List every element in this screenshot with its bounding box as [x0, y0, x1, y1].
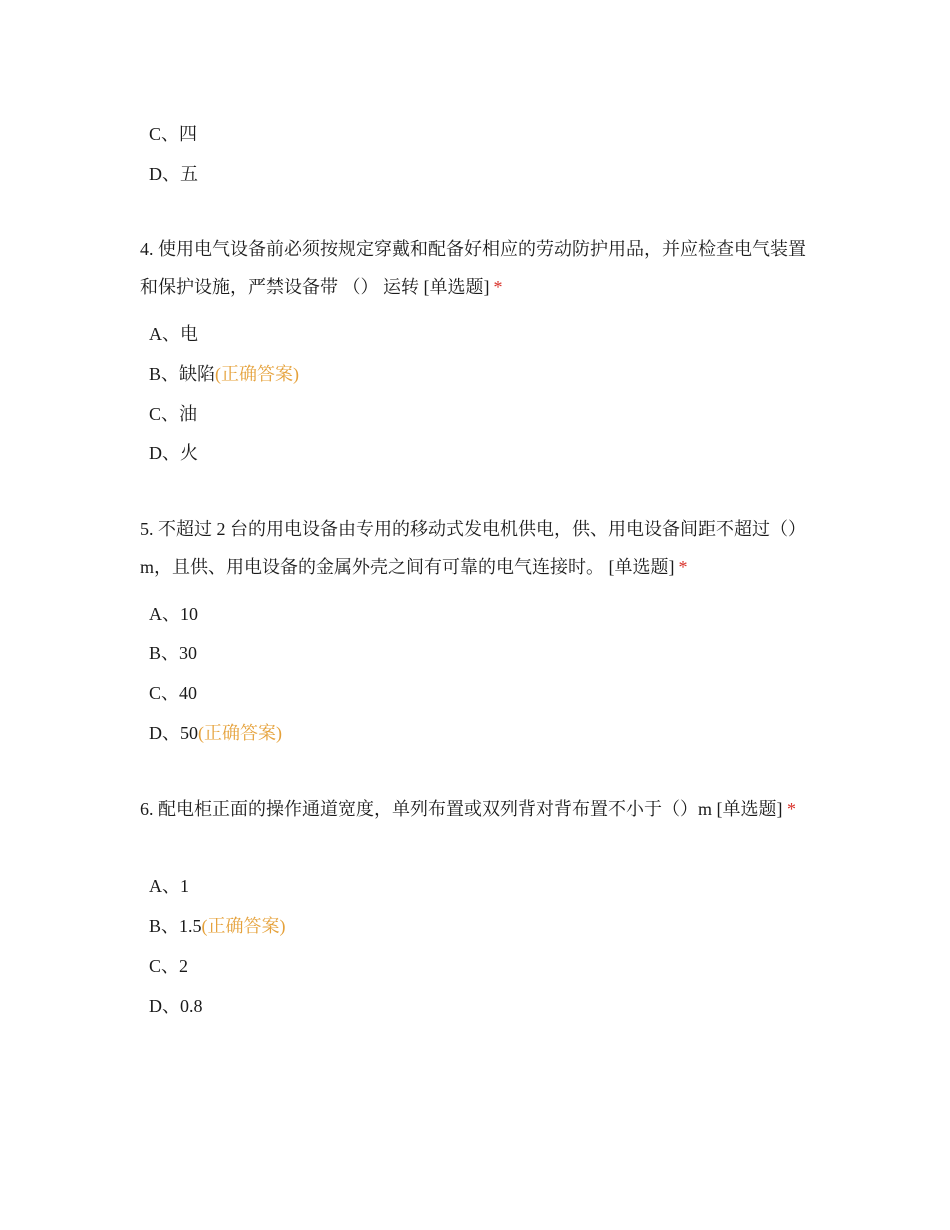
option-text: 火	[180, 443, 198, 463]
option-text: 1	[180, 876, 189, 896]
option-c	[149, 954, 188, 978]
option-text: 电	[180, 324, 198, 344]
option-b	[149, 914, 286, 938]
question-text: 使用电气设备前必须按规定穿戴和配备好相应的劳动防护用品，并应检查电气装置和保护设施，严禁设备带 （） 运转	[140, 239, 806, 297]
question-5	[140, 510, 820, 586]
question-number: 5.	[140, 519, 154, 539]
option-a	[149, 602, 198, 626]
option-text: 2	[179, 956, 189, 976]
option-text: 1.5	[179, 916, 202, 936]
option-a	[149, 322, 198, 346]
option-letter: B、	[149, 364, 180, 384]
option-letter: C、	[149, 124, 180, 144]
option-c	[149, 681, 197, 705]
option-letter: C、	[149, 956, 180, 976]
option-letter: D、	[149, 996, 180, 1016]
option-text: 油	[179, 404, 198, 424]
option-c-prev	[149, 122, 197, 146]
option-d-prev	[149, 162, 198, 186]
question-text: 不超过 2 台的用电设备由专用的移动式发电机供电，供、用电设备间距不超过（）m，且供、用电设备的金属外壳之间有可靠的电气连接时。	[140, 519, 806, 577]
option-text: 30	[179, 643, 198, 663]
option-b	[149, 641, 197, 665]
option-letter: A、	[149, 324, 180, 344]
option-text: 40	[179, 683, 198, 703]
option-letter: A、	[149, 876, 180, 896]
option-text: 四	[179, 124, 198, 144]
option-letter: D、	[149, 723, 180, 743]
question-type: [单选题]	[716, 799, 783, 819]
question-6	[140, 790, 820, 828]
option-d	[149, 994, 203, 1018]
option-d	[149, 441, 198, 465]
question-type: [单选题]	[608, 557, 675, 577]
question-text: 配电柜正面的操作通道宽度，单列布置或双列背对背布置不小于（）m	[158, 799, 712, 819]
option-text: 五	[180, 164, 198, 184]
correct-answer-mark: (正确答案)	[198, 723, 282, 743]
correct-answer-mark: (正确答案)	[215, 364, 300, 384]
option-text: 0.8	[180, 996, 203, 1016]
option-letter: B、	[149, 643, 180, 663]
required-asterisk: *	[493, 277, 503, 297]
question-number: 6.	[140, 799, 154, 819]
question-number: 4.	[140, 239, 154, 259]
required-asterisk: *	[678, 557, 688, 577]
question-4	[140, 230, 820, 306]
option-d	[149, 721, 282, 745]
option-letter: D、	[149, 443, 180, 463]
question-type: [单选题]	[423, 277, 490, 297]
option-text: 缺陷	[179, 364, 216, 384]
option-text: 10	[180, 604, 198, 624]
option-c	[149, 402, 197, 426]
option-letter: D、	[149, 164, 180, 184]
option-letter: C、	[149, 404, 180, 424]
option-b	[149, 362, 299, 386]
option-a	[149, 874, 189, 898]
option-letter: C、	[149, 683, 180, 703]
option-letter: B、	[149, 916, 180, 936]
option-text: 50	[180, 723, 198, 743]
correct-answer-mark: (正确答案)	[201, 916, 286, 936]
option-letter: A、	[149, 604, 180, 624]
required-asterisk: *	[787, 799, 796, 819]
